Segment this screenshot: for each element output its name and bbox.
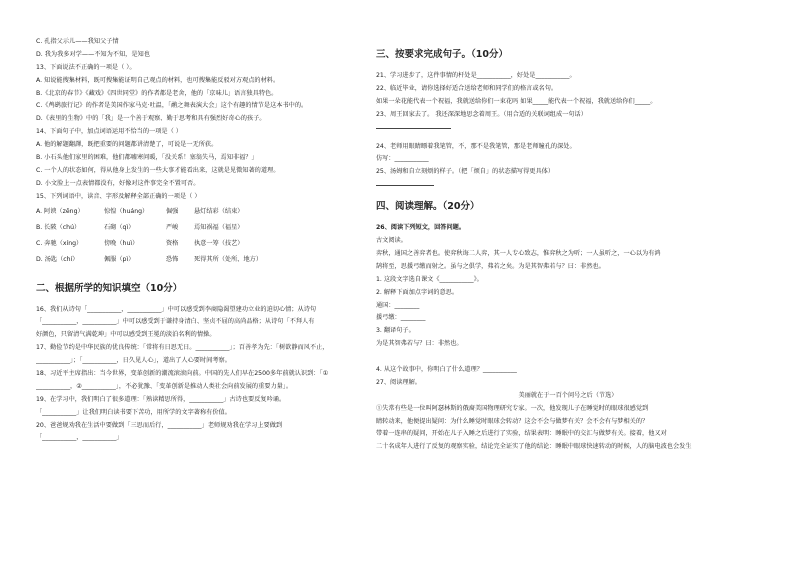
passage-line: ①失常有些是一位叫阿瑟林斯的俄裔美国物理研究专家。一次，他发现儿子在睡觉时的眼球很感觉到 (376, 404, 649, 412)
option-d-4: 死得其所（处所、地方） (194, 255, 263, 263)
question-23: 23、周王回家去了。 我还深深地思念着周王。（用合适的关联词组成一句话） (376, 110, 587, 118)
answer-line[interactable] (376, 128, 451, 129)
sub-question-1: 1. 这段文字选自课文《___________》。 (376, 275, 483, 283)
option-b-2: 石砌（qì） (104, 223, 135, 231)
text-line: 好颜色，只留清气满乾坤」中可以感受到王冕的淡泊名利的情操。 (36, 331, 216, 339)
passage-line: 二十名成年人进行了反复的观察实验，结论完全证实了他的结论：睡眠中眼球快速转动的时候，人的脑电波也会发生 (376, 443, 692, 451)
sub-question-4: 4. 从这个故事中，你明白了什么道理？___________ (376, 366, 517, 374)
blank-line (376, 351, 760, 364)
passage-line: 弈秋，通国之善弈者也。使弈秋诲二人弈，其一人专心致志，惟弈秋之为听；一人虽听之，一心以为有鸿 (376, 250, 661, 258)
question-15: 15、下列词语中，读音、字形及解释全部正确的一项是（ ） (36, 192, 201, 200)
question-24: 24、老师用眼睛瞟着我笔管，不，那不是我笔管，那是老师瞳孔的深处。 (376, 142, 576, 150)
text-line: 「___________」让我们明白读书要下苦功，用所学的文字著称有价值。 (36, 408, 231, 416)
option-b-4: 焉知祸福（福星） (194, 223, 244, 231)
option-a: A. 他的解题翻譯，既把重要的问题都讲清楚了，可说是一无所获。 (36, 141, 218, 149)
section-4-heading: 四、阅读理解。（20分） (376, 201, 480, 213)
text-line: ___________，②___________」，不必犹豫、「变革创新是推动人类社会向前发展的重要力量」。 (36, 382, 293, 390)
question-18: 18、习近平主席指出：当今世界，变革创新的潮流滚滚向前。中国的先人们早在2500多年前就认识到：「① (36, 370, 329, 378)
question-26: 26、阅读下列短文，回答问题。 (376, 224, 466, 232)
option-a-2: 惊惶（huáng） (104, 207, 149, 215)
section-3-heading: 三、按要求完成句子。（10分） (376, 49, 508, 60)
option-b: B. 小石头他们家里的困难，他们都嘘寒问暖，「没关系！塞翁失马，焉知非福？」 (36, 154, 258, 162)
option-b-3: 严峻 (166, 223, 179, 231)
option-a-4: 悬灯结彩（结束） (194, 207, 244, 215)
option-b: B.《北京的春节》《藏戏》《四世同堂》的作者都是老舍，他的「京味儿」语言独具特色。 (36, 89, 278, 97)
question-14: 14、下面句子中，加点词语运用不恰当的一项是（ ） (36, 128, 182, 136)
question-22: 22、临近毕业，请你选择好适合送给老师和同学们的格言或名句。 (376, 84, 558, 92)
text-line: 如果一朵花能代表一个祝福，我就送给你们一束花吗 如果_____能代表一个祝福，我就送给你们_____。 (376, 97, 657, 105)
question-17: 17、勤俭节约是中华民族的优良传统：「常将有日思无日。___________」；百善孝为先：「树欲静而风不止， (36, 344, 329, 352)
article-title: 美丽就在于一百个问号之后（节选） (518, 391, 618, 399)
text-line: D. 我为我多对学——不知为不知，是知也 (36, 50, 150, 58)
option-d: D.《表里的生物》中的「我」是一个善于观察、勤于思考和具有强烈好奇心的孩子。 (36, 115, 266, 123)
section-2-heading: 二、根据所学的知识填空（10分） (36, 282, 183, 294)
option-d: D. 小文脸上一点表情都没有，好像对这件事完全不置可否。 (36, 179, 200, 187)
option-row-a (36, 204, 362, 220)
option-d-1: D. 汤匙（chí） (36, 255, 79, 263)
text-line: 「___________，___________」 (36, 434, 123, 442)
passage-line: 睛转动来，他便提出疑问：为什么睡觉时眼球会转动？这会不会与做梦有关？会不会有与梦相关的？ (376, 417, 649, 425)
text-line: 仿写：___________ (376, 155, 429, 163)
question-20: 20、爸爸规劝我在生活中要做到「三思而后行，___________」老师规劝我在学习上要做到 (36, 421, 283, 429)
option-d-2: 佩服（pì） (104, 255, 135, 263)
option-d-3: 恐怖 (166, 255, 179, 263)
option-c-1: C. 奔驰（xíng） (36, 239, 83, 247)
sub-question-2: 2. 解释下面加点字词的意思。 (376, 288, 459, 296)
option-a-1: A. 阿谀（zēng） (36, 207, 84, 215)
text-line: 古文阅读。 (376, 237, 407, 245)
text-line: 通国：________ (376, 301, 420, 309)
text-line: 为是其智弗若与？曰：非然也。 (376, 340, 463, 348)
question-27: 27、阅读理解。 (376, 378, 421, 386)
right-column (376, 36, 760, 454)
option-a: A. 知说能搜集材料，既可搜集能证明自己观点的材料，也可搜集能反驳对方观点的材料。 (36, 76, 280, 84)
option-c: C.《鸬鹚旅行记》的作者是美国作家马克·吐温，「鹬之舞表演大会」这个有趣的情节是这本书中的。 (36, 102, 308, 110)
question-16: 16、我们从诗句「___________，___________」中可以感受到李商隐渴望建功立业的迫切心情；从诗句 (36, 305, 317, 313)
option-c-4: 执意一筹（技艺） (194, 239, 244, 247)
option-a-3: 倔强 (166, 207, 179, 215)
sub-question-3: 3. 翻译句子。 (376, 327, 415, 335)
question-19: 19、在学习中，我们明白了很多道理：「熟读精思所得，___________」古诗也要反复吟诵。 (36, 395, 286, 403)
option-row-b (36, 220, 362, 236)
text-line: 援弓缴：________ (376, 314, 426, 322)
question-25: 25、汤姆和自立刻烦的样子。（把「烦自」的状态描写得更具体） (376, 168, 555, 176)
passage-line: 鹄将至，思援弓缴而射之。虽与之俱学，弗若之矣。为是其智弗若与？曰：非然也。 (376, 262, 605, 270)
left-column (36, 36, 362, 445)
answer-line[interactable] (376, 185, 434, 186)
text-line: ___________」；「___________，日久见人心」，道出了人心要时间考察。 (36, 357, 231, 365)
question-13: 13、下面说法不正确的一项是（ ）。 (36, 63, 136, 71)
question-21: 21、学习进步了，这件事情的杆处是___________，好处是___________。 (376, 72, 576, 79)
text-line: C. 孔指父示儿——我知父子情 (36, 38, 119, 45)
option-b-1: B. 长陂（chú） (36, 223, 81, 231)
text-line: 「___________，___________」中可以感受到于谦持身清白、坚贞不屈的高尚品格；从诗句「不拜人有 (36, 318, 315, 326)
passage-line: 带着一连串的疑问，开始在儿子入睡之后进行了实验，结果表明：睡眠中的交汇与做梦有关。接着，他又对 (376, 430, 667, 438)
option-c-2: 傍晚（huì） (104, 239, 139, 247)
option-row-d (36, 252, 362, 268)
option-c-3: 资格 (166, 239, 179, 247)
option-row-c (36, 236, 362, 252)
option-c: C. 一个人的状态如何，得从他身上发生的一些大事才能看出来，这就是见微知著的道理。 (36, 166, 280, 174)
